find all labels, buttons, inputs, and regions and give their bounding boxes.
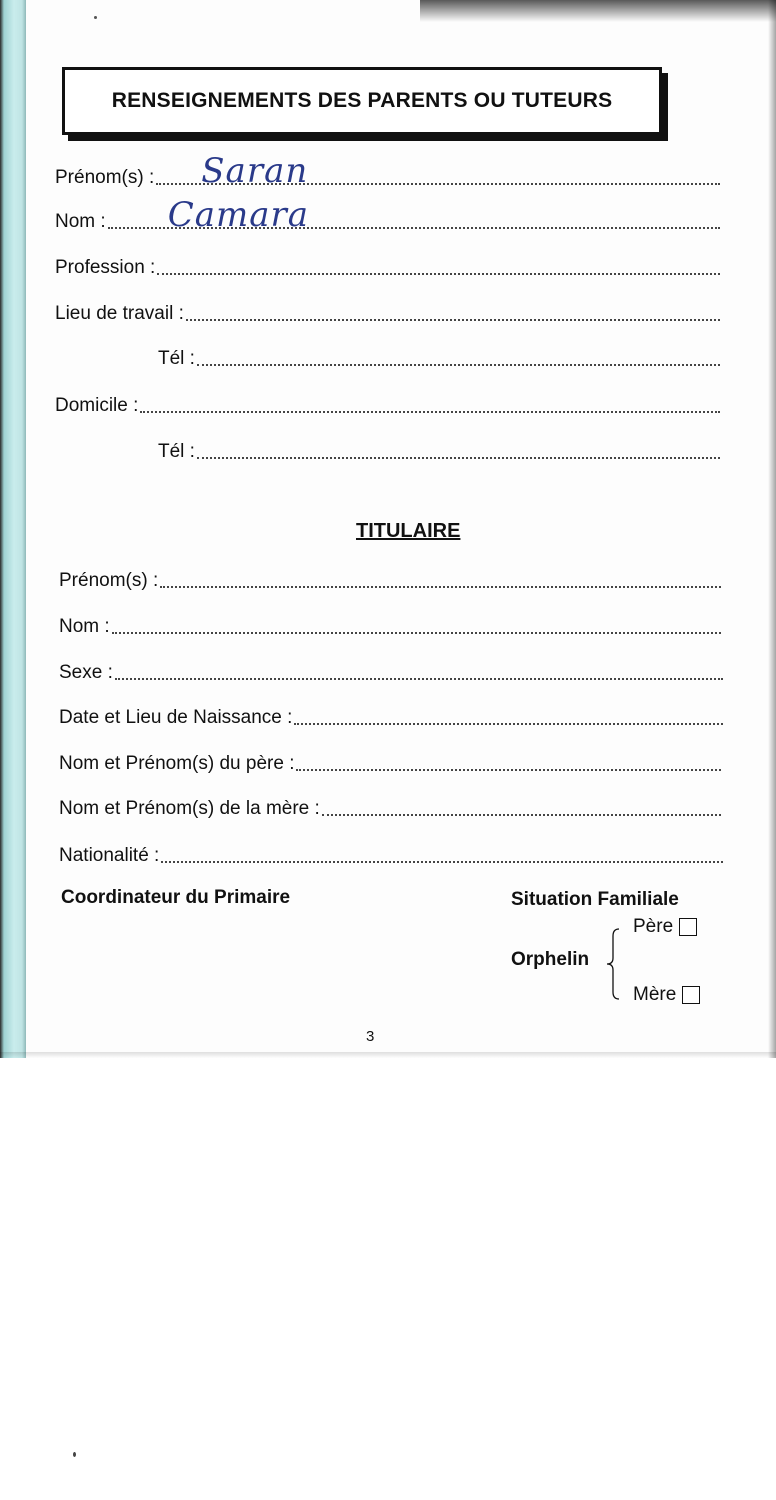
parent-domicile-label: Domicile : xyxy=(55,395,139,416)
titulaire-pere-field xyxy=(59,749,721,775)
orphelin-mere-checkbox[interactable] xyxy=(682,986,700,1004)
parent-profession-field xyxy=(55,253,720,279)
parent-lieu-travail-line[interactable] xyxy=(186,297,720,321)
parent-tel-travail-label: Tél : xyxy=(158,348,195,369)
scan-shadow xyxy=(420,0,776,22)
parent-prenom-label: Prénom(s) : xyxy=(55,167,155,188)
titulaire-mere-line[interactable] xyxy=(322,792,721,816)
titulaire-prenom-line[interactable] xyxy=(160,564,721,588)
parent-nom-line[interactable] xyxy=(108,195,720,235)
parent-nom-value: Camara xyxy=(167,195,310,235)
titulaire-prenom-field xyxy=(59,566,721,592)
orphelin-label: Orphelin xyxy=(511,949,590,970)
binding-spine xyxy=(0,0,26,1058)
page-bottom-edge xyxy=(0,1052,776,1058)
parent-profession-line[interactable] xyxy=(157,251,720,275)
scan-speck xyxy=(73,1452,76,1457)
titulaire-pere-label: Nom et Prénom(s) du père : xyxy=(59,753,295,774)
parent-tel-travail-field xyxy=(158,344,720,370)
orphelin-pere-checkbox[interactable] xyxy=(679,918,697,936)
parent-domicile-line[interactable] xyxy=(140,389,720,413)
orphelin-pere-label: Père xyxy=(633,916,674,937)
situation-familiale-title: Situation Familiale xyxy=(511,889,679,910)
parent-domicile-field xyxy=(55,391,720,417)
page-title: RENSEIGNEMENTS DES PARENTS OU TUTEURS xyxy=(111,89,613,112)
titulaire-naissance-line[interactable] xyxy=(294,701,723,725)
titulaire-sexe-field xyxy=(59,658,723,684)
orphelin-mere-option xyxy=(633,984,700,1006)
scan-speck xyxy=(94,16,97,19)
parent-nom-label: Nom : xyxy=(55,211,106,232)
titulaire-nom-label: Nom : xyxy=(59,616,110,637)
titulaire-nationalite-field xyxy=(59,841,723,867)
titulaire-sexe-label: Sexe : xyxy=(59,662,113,683)
parent-tel-domicile-field xyxy=(158,437,720,463)
parent-profession-label: Profession : xyxy=(55,257,156,278)
title-box xyxy=(62,67,662,135)
titulaire-heading: TITULAIRE xyxy=(356,520,461,542)
parent-lieu-travail-field xyxy=(55,299,720,325)
titulaire-mere-field xyxy=(59,794,721,820)
page-edge-shadow xyxy=(768,0,776,1058)
titulaire-nom-field xyxy=(59,612,721,638)
titulaire-nationalite-line[interactable] xyxy=(161,839,723,863)
parent-prenom-value: Saran xyxy=(201,151,309,191)
titulaire-prenom-label: Prénom(s) : xyxy=(59,570,159,591)
coordinator-label: Coordinateur du Primaire xyxy=(61,887,291,908)
titulaire-nom-line[interactable] xyxy=(112,610,721,634)
parent-tel-domicile-label: Tél : xyxy=(158,441,195,462)
titulaire-naissance-field xyxy=(59,703,723,729)
parent-tel-domicile-line[interactable] xyxy=(197,435,720,459)
titulaire-pere-line[interactable] xyxy=(296,747,721,771)
parent-nom-field xyxy=(55,195,720,235)
titulaire-sexe-line[interactable] xyxy=(115,656,723,680)
parent-lieu-travail-label: Lieu de travail : xyxy=(55,303,184,324)
titulaire-mere-label: Nom et Prénom(s) de la mère : xyxy=(59,798,320,819)
titulaire-nationalite-label: Nationalité : xyxy=(59,845,160,866)
orphelin-mere-label: Mère xyxy=(633,984,677,1005)
parent-tel-travail-line[interactable] xyxy=(197,342,720,366)
parent-prenom-line[interactable] xyxy=(156,151,720,191)
brace-icon xyxy=(606,928,620,1000)
orphelin-pere-option xyxy=(633,916,697,938)
page-number: 3 xyxy=(366,1028,375,1045)
titulaire-naissance-label: Date et Lieu de Naissance : xyxy=(59,707,293,728)
parent-prenom-field xyxy=(55,151,720,191)
